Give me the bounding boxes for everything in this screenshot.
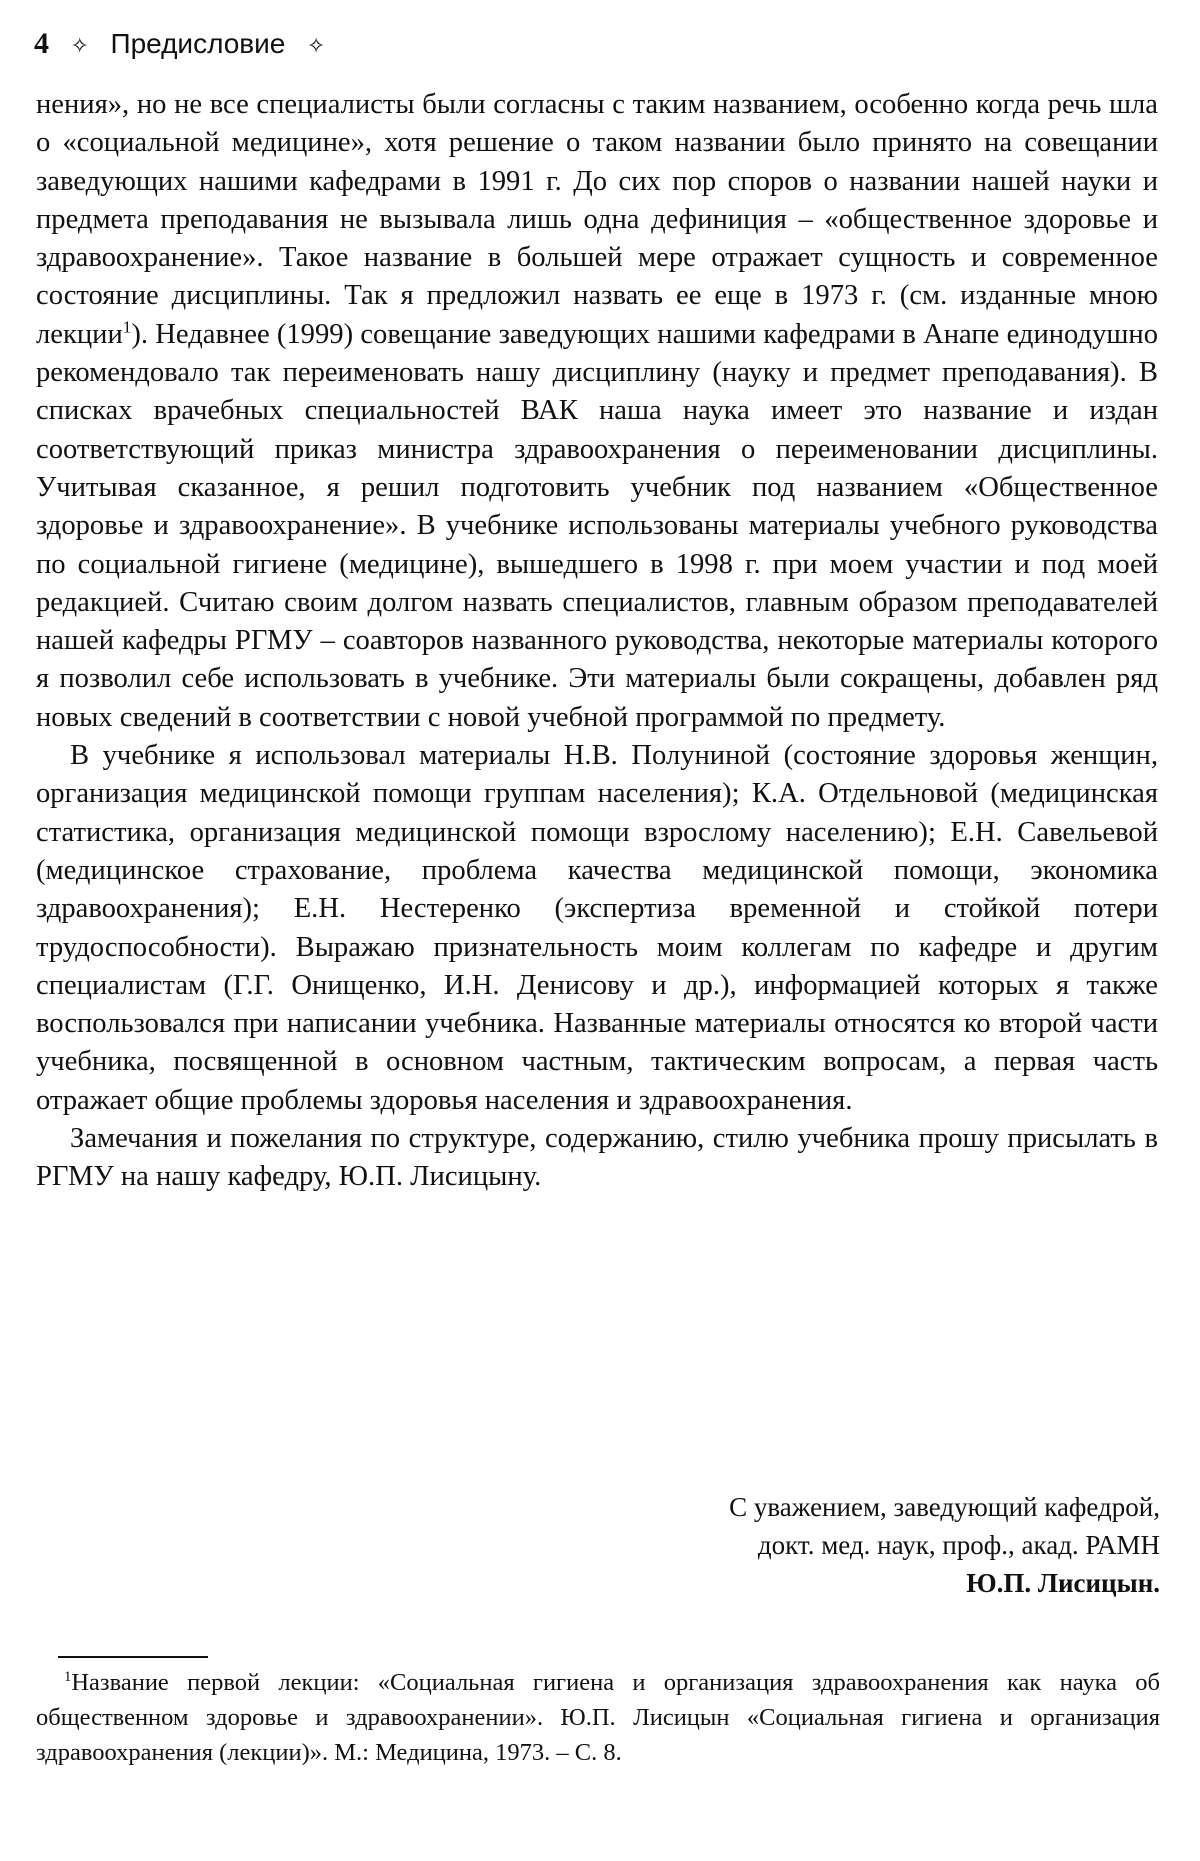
diamond-ornament-icon: ✧ — [306, 33, 326, 58]
paragraph: В учебнике я использовал материалы Н.В. Полуниной (состояние здоровья женщин, организация медицинской помощи группам населения); К.А. Отдельновой (медицинская статистика, организация медицинской помощи взрослому населению); Е.Н. Савельевой (медицинское страхование, проблема качества медицинской помощи, экономика здравоохранения); Е.Н. Нестеренко (экспертиза временной и стойкой потери трудоспособности). Выражаю признательность моим коллегам по кафедре и другим специалистам (Г.Г. Онищенко, И.Н. Денисову и др.), информацией которых я также воспользовался при написании учебника. Названные материалы относятся ко второй части учебника, посвященной в основном частным, тактическим вопросам, а первая часть отражает общие проблемы здоровья населения и здравоохранения. — [36, 740, 1158, 1116]
running-title: Предисловие — [110, 28, 286, 59]
footnote-marker: 1 — [64, 1668, 72, 1685]
page-number: 4 — [34, 27, 49, 60]
signature-name: Ю.П. Лисицын. — [966, 1568, 1160, 1598]
signature-line: докт. мед. наук, проф., акад. РАМН — [757, 1530, 1160, 1560]
paragraph: Замечания и пожелания по структуре, содержанию, стилю учебника прошу присылать в РГМУ на нашу кафедру, Ю.П. Лисицыну. — [36, 1123, 1158, 1193]
footnote-reference: 1 — [122, 317, 132, 337]
paragraph-text: нения», но не все специалисты были согласны с таким названием, особенно когда речь шла о «социальной медицине», хотя решение о таком названии было принято на совещании заведующих нашими кафедрами в 1991 г. До сих пор споров о названии нашей науки и предмета преподавания не вызывала лишь одна дефиниция – «общественное здоровье и здравоохранение». Такое название в большей мере отражает сущность и современное состояние дисциплины. Так я предложил назвать ее еще в 1973 г. (см. изданные мною лекции — [36, 89, 1158, 350]
footnote-divider — [58, 1656, 208, 1658]
footnote-body: Название первой лекции: «Социальная гигиена и организация здравоохранения как наука об общественном здоровье и здравоохранении». Ю.П. Лисицын «Социальная гигиена и организация здравоохранения (лекции)». М.: Медицина, 1973. – С. 8. — [36, 1669, 1160, 1766]
body-text — [36, 86, 1158, 1197]
running-header — [34, 22, 325, 68]
diamond-ornament-icon: ✧ — [70, 33, 89, 58]
signature-block — [729, 1488, 1160, 1602]
footnote-text — [36, 1665, 1160, 1770]
paragraph-text: ). Недавнее (1999) совещание заведующих нашими кафедрами в Анапе единодушно рекомендовало так переименовать нашу дисциплину (науку и предмет преподавания). В списках врачебных специальностей ВАК наша наука имеет это название и издан соответствующий приказ министра здравоохранения о переименовании дисциплины. Учитывая сказанное, я решил подготовить учебник под названием «Общественное здоровье и здравоохранение». В учебнике использованы материалы учебного руководства по социальной гигиене (медицине), вышедшего в 1998 г. при моем участии и под моей редакцией. Считаю своим долгом назвать специалистов, главным образом преподавателей нашей кафедры РГМУ – соавторов названного руководства, некоторые материалы которого я позволил себе использовать в учебнике. Эти материалы были сокращены, добавлен ряд новых сведений в соответствии с новой учебной программой по предмету. — [36, 318, 1158, 733]
footnote — [36, 1665, 1160, 1770]
signature-line: С уважением, заведующий кафедрой, — [729, 1492, 1160, 1522]
paragraph — [36, 86, 1158, 737]
